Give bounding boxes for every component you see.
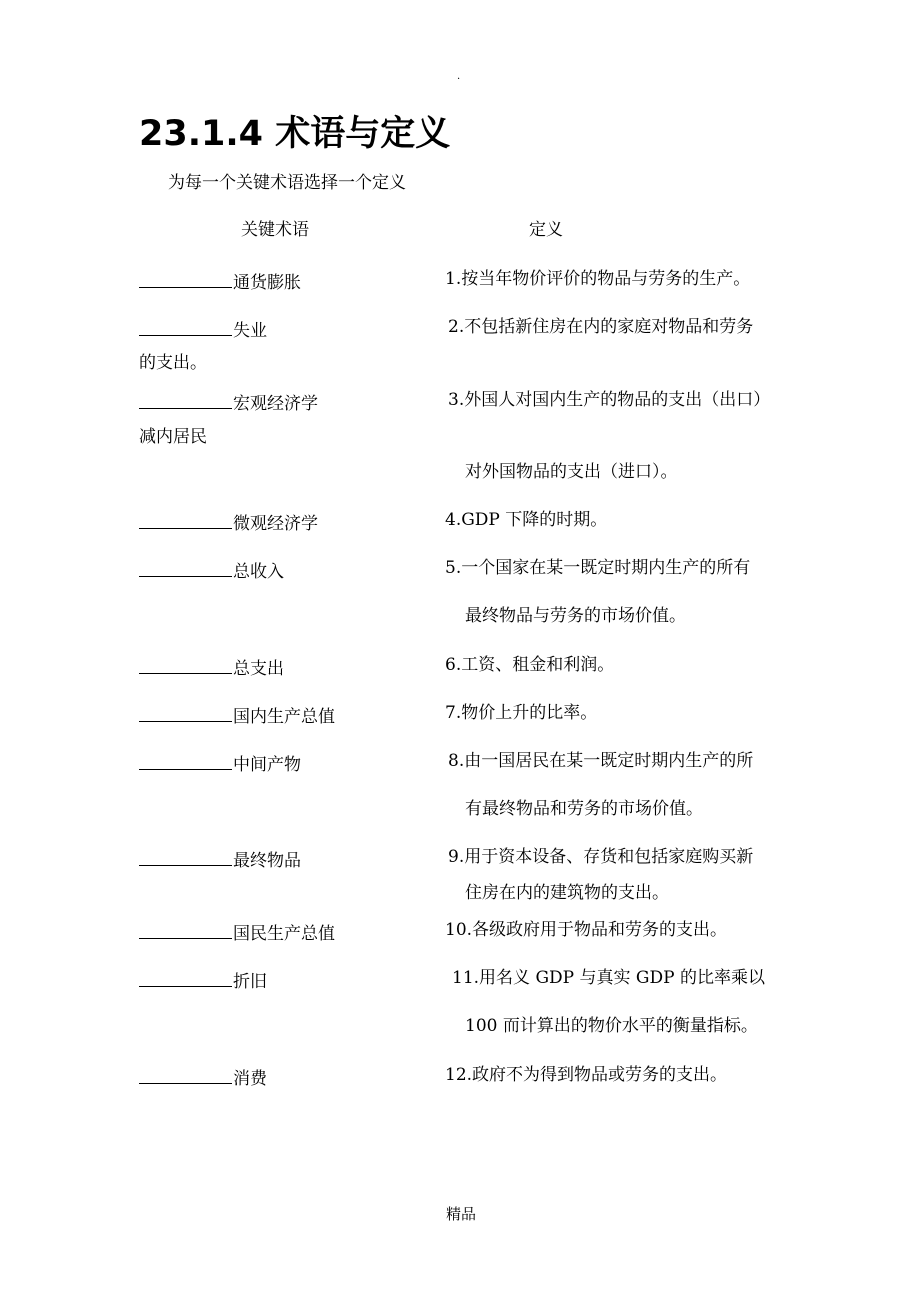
term-label: 失业 [233,321,267,341]
answer-blank[interactable] [139,319,232,336]
definition-text: 3.外国人对国内生产的物品的支出（出口） [448,390,771,410]
term-row [139,922,335,943]
answer-blank[interactable] [139,657,232,674]
term-label: 国内生产总值 [233,707,335,727]
term-label: 最终物品 [233,851,301,871]
definition-text: 2.不包括新住房在内的家庭对物品和劳务 [448,317,754,337]
term-label: 总支出 [233,659,284,679]
definition-text: 6.工资、租金和利润。 [445,655,615,675]
definition-text: 11.用名义 GDP 与真实 GDP 的比率乘以 [452,968,765,988]
column-header-definition: 定义 [529,220,563,240]
term-label: 消费 [233,1069,267,1089]
definition-text: 最终物品与劳务的市场价值。 [465,606,686,626]
term-label: 折旧 [233,972,267,992]
term-row [139,753,301,774]
definition-text: 4.GDP 下降的时期。 [445,510,608,530]
answer-blank[interactable] [139,271,232,288]
term-label: 宏观经济学 [233,394,318,414]
term-row [139,970,267,991]
term-row [139,512,318,533]
instruction: 为每一个关键术语选择一个定义 [168,173,406,193]
definition-text: 5.一个国家在某一既定时期内生产的所有 [445,558,751,578]
definition-text: 10.各级政府用于物品和劳务的支出。 [445,920,728,940]
answer-blank[interactable] [139,970,232,987]
term-row [139,560,284,581]
column-header-term: 关键术语 [241,220,309,240]
answer-blank[interactable] [139,849,232,866]
answer-blank[interactable] [139,560,232,577]
definition-text: 8.由一国居民在某一既定时期内生产的所 [448,751,754,771]
answer-blank[interactable] [139,512,232,529]
term-label: 总收入 [233,562,284,582]
footer-text: 精品 [446,1205,477,1223]
term-label: 中间产物 [233,755,301,775]
term-row [139,705,335,726]
definition-text: 9.用于资本设备、存货和包括家庭购买新 [448,847,754,867]
definition-text: 有最终物品和劳务的市场价值。 [465,799,703,819]
header-dot: . [457,71,461,82]
definition-text: 12.政府不为得到物品或劳务的支出。 [445,1065,728,1085]
answer-blank[interactable] [139,705,232,722]
definition-text: 减内居民 [139,427,207,447]
answer-blank[interactable] [139,922,232,939]
answer-blank[interactable] [139,1067,232,1084]
definition-text: 住房在内的建筑物的支出。 [465,883,669,903]
term-row [139,392,318,413]
definition-text: 100 而计算出的物价水平的衡量指标。 [465,1016,758,1036]
term-label: 国民生产总值 [233,924,335,944]
term-label: 通货膨胀 [233,273,301,293]
answer-blank[interactable] [139,753,232,770]
definition-text: 对外国物品的支出（进口）。 [465,462,678,482]
definition-text: 7.物价上升的比率。 [445,703,598,723]
term-row [139,271,301,292]
term-row [139,849,301,870]
term-row [139,1067,267,1088]
definition-text: 1.按当年物价评价的物品与劳务的生产。 [445,269,751,289]
term-row [139,657,284,678]
term-label: 微观经济学 [233,514,318,534]
term-row [139,319,267,340]
definition-text: 的支出。 [139,353,207,373]
answer-blank[interactable] [139,392,232,409]
page-title: 23.1.4 术语与定义 [139,114,451,154]
